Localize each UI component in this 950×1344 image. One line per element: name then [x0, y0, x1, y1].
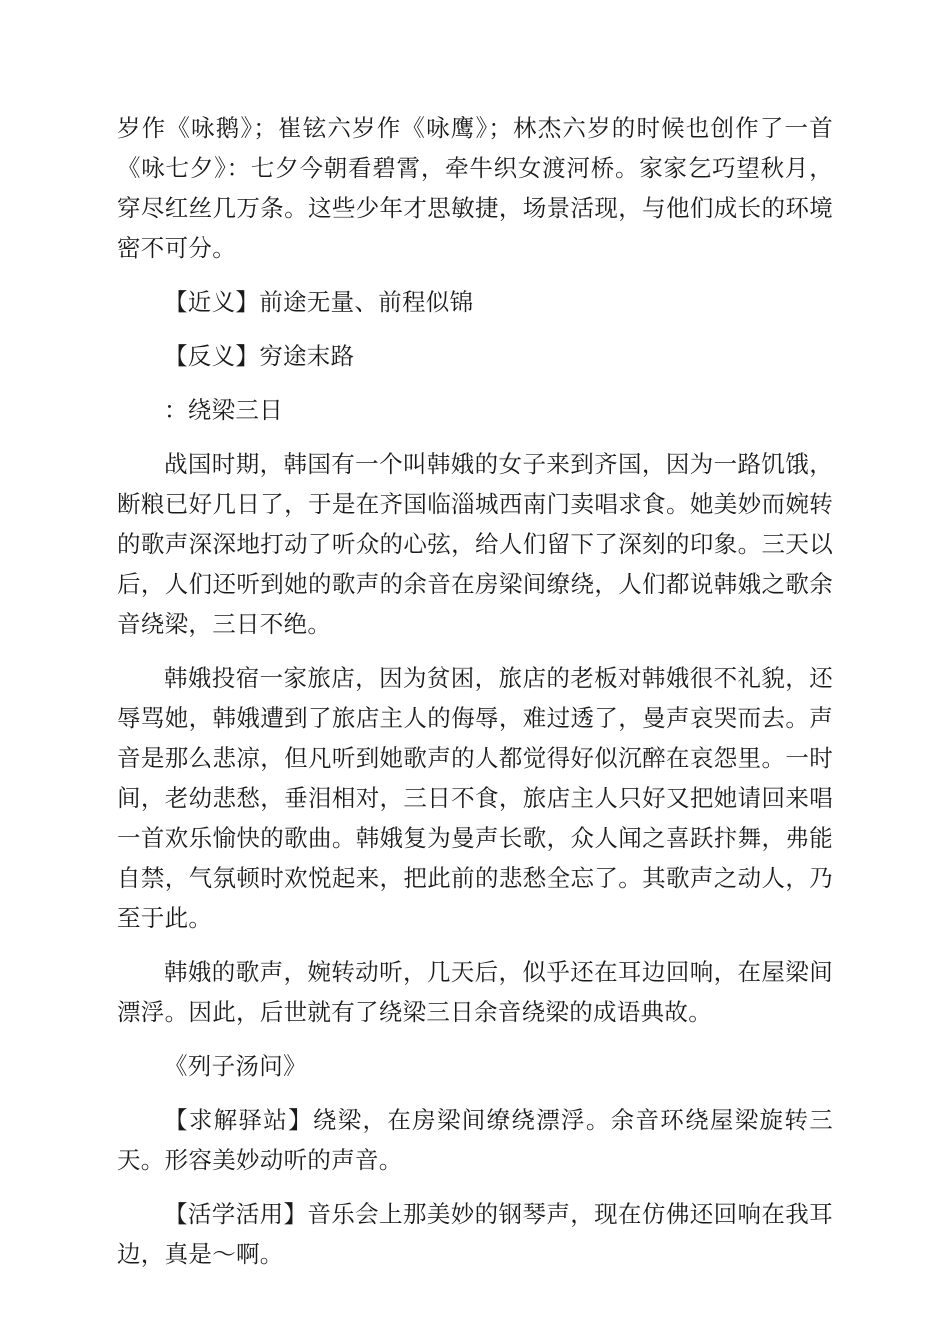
paragraph-story-2: 韩娥投宿一家旅店，因为贫困，旅店的老板对韩娥很不礼貌，还辱骂她，韩娥遭到了旅店主人的侮辱，难过透了，曼声哀哭而去。声音是那么悲凉，但凡听到她歌声的人都觉得好似沉醉在哀怨里。一时间，老幼悲愁，垂泪相对，三日不食，旅店主人只好又把她请回来唱一首欢乐愉快的歌曲。韩娥复为曼声长歌，众人闻之喜跃抃舞，弗能自禁，气氛顿时欢悦起来，把此前的悲愁全忘了。其歌声之动人，乃至于此。 — [117, 664, 833, 932]
paragraph-antonyms: 【反义】穷途末路 — [164, 342, 355, 370]
source-citation: 《列子汤问》 — [164, 1052, 307, 1080]
paragraph-story-1: 战国时期，韩国有一个叫韩娥的女子来到齐国，因为一路饥饿，断粮已好几日了，于是在齐国临淄城西南门卖唱求食。她美妙而婉转的歌声深深地打动了听众的心弦，给人们留下了深刻的印象。三天以后，人们还听到她的歌声的余音在房梁间缭绕，人们都说韩娥之歌余音绕梁，三日不绝。 — [117, 450, 833, 638]
paragraph-poem-intro: 岁作《咏鹅》；崔铉六岁作《咏鹰》；林杰六岁的时候也创作了一首《咏七夕》：七夕今朝看碧霄，牵牛织女渡河桥。家家乞巧望秋月，穿尽红丝几万条。这些少年才思敏捷，场景活现，与他们成长的环境密不可分。 — [117, 114, 833, 262]
document-body — [117, 108, 833, 1288]
idiom-heading: ：绕梁三日 — [164, 396, 283, 424]
paragraph-usage-example: 【活学活用】音乐会上那美妙的钢琴声，现在仿佛还回响在我耳边，真是～啊。 — [117, 1200, 833, 1268]
paragraph-synonyms: 【近义】前途无量、前程似锦 — [164, 288, 474, 316]
paragraph-story-3: 韩娥的歌声，婉转动听，几天后，似乎还在耳边回响，在屋梁间漂浮。因此，后世就有了绕梁三日余音绕梁的成语典故。 — [117, 958, 833, 1026]
paragraph-explanation: 【求解驿站】绕梁，在房梁间缭绕漂浮。余音环绕屋梁旋转三天。形容美妙动听的声音。 — [117, 1106, 833, 1174]
